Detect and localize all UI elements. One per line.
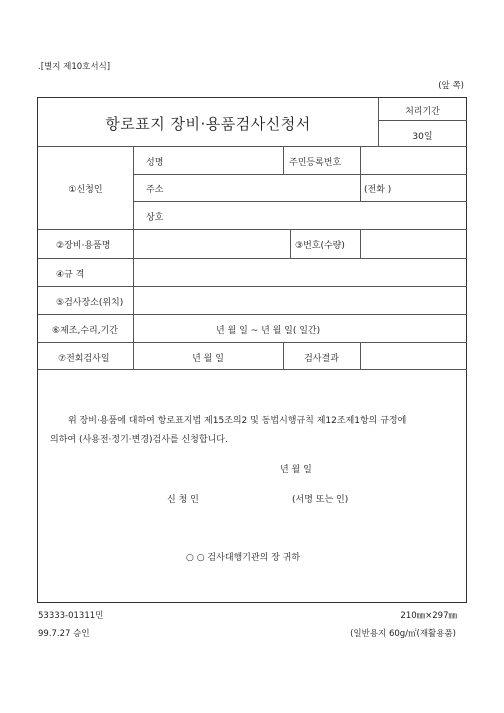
manufacture-period-label: ⑥제조,수리,기간: [52, 326, 118, 336]
divider: [290, 229, 291, 258]
manufacture-period-value: 년 월 일 ~ 년 월 일( 일간): [216, 326, 321, 336]
form-code: 53333-01311민: [38, 611, 104, 621]
equipment-name-label: ②장비·용품명: [56, 241, 111, 251]
divider: [38, 314, 467, 315]
signature-label: (서명 또는 인): [292, 495, 349, 505]
divider: [38, 146, 467, 147]
specification-label: ④규 격: [56, 270, 85, 280]
divider: [38, 286, 467, 287]
previous-inspection-date: 년 월 일: [192, 354, 224, 364]
recipient-line: ○ ○ 검사대행기관의 장 귀하: [186, 553, 301, 563]
company-name-label: 상호: [146, 213, 164, 223]
previous-inspection-label: ⑦전회검사일: [58, 354, 110, 364]
divider: [38, 229, 467, 230]
divider: [133, 201, 467, 202]
name-label: 성명: [146, 158, 164, 168]
divider: [360, 342, 361, 369]
application-form: [37, 97, 467, 603]
form-title: 항로표지 장비·용품검사신청서: [105, 115, 311, 133]
divider: [133, 146, 134, 369]
divider: [38, 258, 467, 259]
divider: [38, 369, 467, 370]
address-label: 주소: [146, 185, 164, 195]
application-date: 년 월 일: [280, 465, 312, 475]
processing-period-label: 처리기간: [405, 107, 440, 117]
applicant-label: 신 청 인: [167, 495, 199, 505]
paper-spec: (일반용지 60g/㎡(재활용품): [350, 629, 456, 639]
divider: [133, 174, 467, 175]
divider: [378, 120, 467, 121]
paper-size: 210㎜×297㎜: [400, 611, 457, 621]
application-statement: 위 장비·용품에 대하여 항로표지법 제15조의2 및 동법시행규칙 제12조제1항의 규정에: [68, 416, 407, 426]
processing-period-value: 30일: [412, 132, 433, 142]
number-quantity-label: ③번호(수량): [295, 241, 345, 251]
approval-date: 99.7.27 승인: [38, 629, 90, 639]
inspection-result-label: 검사결과: [304, 354, 339, 364]
page-side-label: (앞 쪽): [438, 81, 464, 91]
applicant-section-label: ①신청인: [68, 185, 103, 195]
form-number: .[별지 제10호서식]: [38, 62, 111, 72]
divider: [360, 229, 361, 258]
divider: [283, 146, 284, 174]
phone-field: (전화 ): [364, 185, 392, 195]
divider: [360, 146, 361, 202]
application-statement-cont: 의하여 (사용전·정기·변경)검사를 신청합니다.: [50, 435, 228, 445]
divider: [38, 342, 467, 343]
inspection-location-label: ⑤검사장소(위치): [56, 298, 124, 308]
resident-id-label: 주민등록번호: [289, 158, 342, 168]
